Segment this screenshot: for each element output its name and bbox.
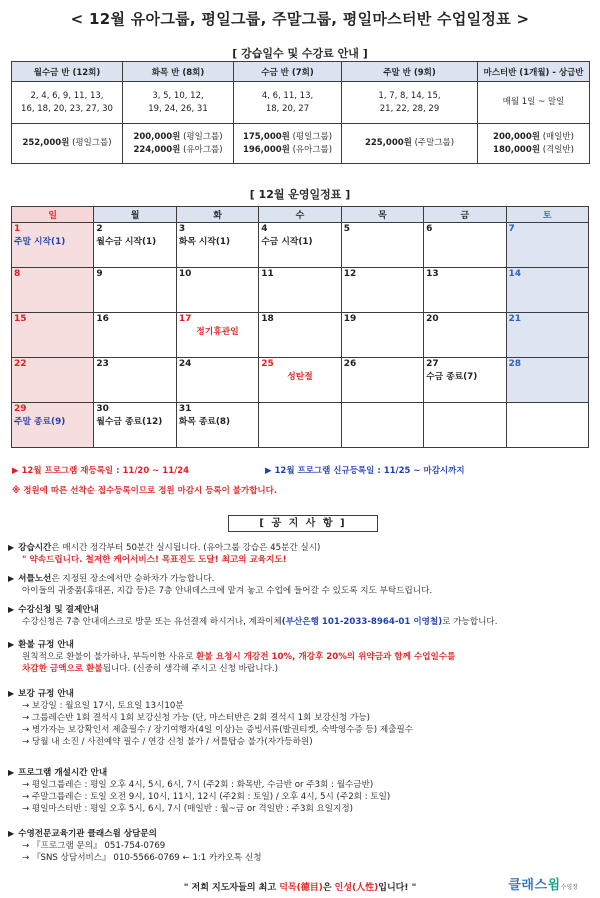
weekday-header: 화 [176,207,258,223]
notice-class-time [8,542,593,566]
contact-line: → 『SNS 상담서비스』 010-5566-0769 ← 1:1 카카오톡 신청 [22,853,262,863]
fee-header: 월수금 반 (12회) [12,62,123,82]
fee-price-cell [123,124,234,164]
calendar-day [176,268,258,313]
calendar-day [12,313,94,358]
new-registration [265,464,465,476]
re-registration-label: ▶ 12월 프로그램 재등록일 : [12,466,120,476]
class-time-heading: ▶ 강습시간 [8,543,51,553]
apply-tail: 로 가능합니다. [442,617,498,627]
day-event: 월수금 종료(12) [96,417,163,427]
schedule-heading: ▶ 프로그램 개설시간 안내 [8,767,593,779]
refund-text: 원칙적으로 환불이 불가하나, 부득이한 사유로 [22,652,194,662]
day-event: 주말 종료(9) [14,417,66,427]
new-registration-dates: 11/25 ~ 마감시까지 [383,466,465,476]
weekday-header: 일 [12,207,94,223]
calendar-day [506,313,588,358]
calendar-day [424,223,506,268]
day-number: 20 [426,314,439,324]
fee-days-cell: 3, 5, 10, 12, 19, 24, 26, 31 [123,82,234,124]
price-amount: 225,000원 [364,138,412,148]
day-number: 19 [343,314,357,324]
notice-title: [ 공 지 사 항 ] [228,515,378,532]
weekday-header: 금 [424,207,506,223]
notice-schedule [8,767,593,815]
fee-days-cell: 매월 1일 ~ 말일 [478,82,590,124]
price-amount: 200,000원 [133,131,181,142]
notice-refund [8,639,593,675]
calendar-day [176,358,258,403]
calendar-day [94,313,176,358]
day-event: 월수금 시작(1) [96,237,157,247]
footer-pre: " 저희 지도자들의 최고 [183,883,277,893]
fee-header: 화목 반 (8회) [123,62,234,82]
logo-sub: 수영장 [560,884,578,891]
calendar-day [12,223,94,268]
calendar-day [424,358,506,403]
notice-contact [8,828,593,864]
notice-apply [8,604,593,628]
registration-warning: ※ 정원에 따른 선착순 접수등록이므로 정원 마감시 등록이 불가합니다. [12,486,278,496]
refund-penalty: 환불 요청시 개강전 10%, 개강후 20%의 위약금과 함께 수업일수를 [196,652,456,662]
logo-main: 클래스 [508,878,548,893]
day-number: 17 [178,314,192,324]
calendar-day [341,223,423,268]
day-number: 24 [178,359,192,369]
schedule-line: → 평일마스터반 : 평일 오후 5시, 6시, 7시 (매일반 : 월~금 or 격일반 : 주3회 요일지정) [22,804,354,814]
day-number: 7 [508,224,515,234]
schedule-line: → 평일그룹레슨 : 평일 오후 4시, 5시, 6시, 7시 (주2회 : 화목반, 수금반 or 주3회 : 월수금반) [22,780,374,790]
price-amount: 200,000원 [493,131,540,142]
price-note: (평일그룹) [72,138,112,148]
price-note: (유아그룹) [292,144,333,155]
calendar-day [12,403,94,448]
price-note: (평일그룹) [183,131,223,142]
day-number: 25 [261,359,274,369]
calendar-day [424,313,506,358]
day-number: 5 [343,224,350,234]
brand-logo [508,874,578,893]
day-event: 수금 종료(7) [426,372,478,382]
day-number: 2 [96,224,103,234]
day-number: 1 [14,224,21,234]
fee-price-cell [12,124,123,164]
weekday-header: 월 [94,207,176,223]
fee-price-cell [342,124,478,164]
calendar-day [259,268,341,313]
day-number: 21 [508,314,522,324]
calendar-day [506,358,588,403]
calendar-day [176,223,258,268]
fee-price-cell [478,124,590,164]
notice-shuttle [8,573,593,597]
calendar-day [94,358,176,403]
day-event: 성탄절 [287,372,313,382]
shuttle-heading: ▶ 셔틀노선 [8,574,51,584]
logo-accent: 윔 [547,878,561,893]
day-number: 10 [178,269,192,279]
day-number: 3 [178,224,186,234]
day-number: 30 [96,404,109,414]
day-number: 31 [178,404,192,414]
day-number: 15 [14,314,27,324]
day-number: 8 [14,269,21,279]
fee-section-title: [ 강습일수 및 수강료 안내 ] [232,47,368,60]
calendar-day [12,358,94,403]
calendar-table [11,206,589,448]
calendar-day [424,268,506,313]
weekday-header: 목 [341,207,423,223]
day-number: 29 [14,404,27,414]
calendar-day [259,403,341,448]
price-note: (주말그룹) [414,138,455,148]
day-number: 11 [261,269,274,279]
shuttle-text-2: 아이들의 귀중품(휴대폰, 지갑 등)은 7층 안내데스크에 맡겨 놓고 수업에 들어갈 수 있도록 지도 부탁드립니다. [22,586,433,596]
day-number: 13 [426,269,439,279]
price-note: (격일반) [542,144,574,155]
notice-makeup [8,688,593,748]
day-number: 12 [343,269,357,279]
apply-text: 수강신청은 7층 안내데스크로 방문 또는 유선결제 하시거나, 계좌이체 [22,617,282,627]
footer-mid: 은 [322,883,332,893]
calendar-day [424,403,506,448]
fee-days-cell: 2, 4, 6, 9, 11, 13, 16, 18, 20, 23, 27, 30 [12,82,123,124]
day-number: 14 [508,269,522,279]
footer-virtue: 덕목(德目) [279,883,323,893]
calendar-day [341,358,423,403]
day-event: 정기휴관일 [196,327,239,337]
day-number: 22 [14,359,27,369]
fee-table [11,61,590,164]
fee-price-cell [234,124,342,164]
calendar-day [259,313,341,358]
refund-tail: 됩니다. (신중히 생각해 주시고 신청 바랍니다.) [102,664,278,674]
day-event: 수금 시작(1) [261,237,313,247]
calendar-day [341,313,423,358]
weekday-header: 토 [506,207,588,223]
calendar-day [94,268,176,313]
day-event: 주말 시작(1) [14,237,66,247]
price-note: (평일그룹) [292,131,333,142]
page-title: < 12월 유아그룹, 평일그룹, 주말그룹, 평일마스터반 수업일정표 > [70,10,530,28]
makeup-line: → 당월 내 소진 / 사전예약 필수 / 연강 신청 불가 / 셔틀탑승 불가(자가등하원) [22,737,313,747]
contact-heading: ▶ 수영전문교육기관 클래스윔 상담문의 [8,828,593,840]
day-number: 26 [343,359,357,369]
schedule-line: → 주말그룹레슨 : 토일 오전 9시, 10시, 11시, 12시 (주2회 : 토일) / 오후 4시, 5시 (주2회 : 토일) [22,792,391,802]
fee-days-cell: 1, 7, 8, 14, 15, 21, 22, 28, 29 [342,82,478,124]
calendar-day [506,223,588,268]
makeup-heading: ▶ 보강 규정 안내 [8,688,593,700]
bank-account: (부산은행 101-2033-8964-01 이영철) [281,617,443,627]
day-number: 23 [96,359,109,369]
price-amount: 180,000원 [493,144,540,155]
day-number: 27 [426,359,439,369]
calendar-day [94,403,176,448]
price-note: (유아그룹) [183,144,223,155]
class-time-text: 은 매시간 정각부터 50분간 실시됩니다. (유아그룹 강습은 45분간 실시) [51,543,321,553]
calendar-day [94,223,176,268]
calendar-day [12,268,94,313]
contact-line: → 『프로그램 문의』 051-754-0769 [22,841,166,851]
refund-penalty-2: 차감한 금액으로 환불 [22,664,103,674]
price-amount: 175,000원 [242,131,290,142]
makeup-line: → 병가자는 보강확인서 제출필수 / 장기여행자(4일 이상)는 증빙서류(발권티켓, 숙박영수증 등) 제출필수 [22,725,414,735]
day-number: 28 [508,359,522,369]
day-number: 9 [96,269,103,279]
shuttle-text: 은 지정된 장소에서만 승하차가 가능합니다. [51,574,215,584]
re-registration [12,464,189,476]
calendar-day [259,223,341,268]
footer-humanity: 인성(人性) [334,883,379,893]
day-number: 6 [426,224,433,234]
day-event: 화목 종료(8) [178,417,231,427]
fee-header: 수금 반 (7회) [234,62,342,82]
class-time-slogan: " 약속드립니다. 철저한 케어서비스! 목표진도 도달! 최고의 교육지도! [22,555,287,565]
new-registration-label: ▶ 12월 프로그램 신규등록일 : [265,466,381,476]
calendar-section-title: [ 12월 운영일정표 ] [249,188,351,201]
calendar-day [259,358,341,403]
weekday-header: 수 [259,207,341,223]
fee-header: 마스터반 (1개월) - 상급반 [478,62,590,82]
price-amount: 224,000원 [133,144,181,155]
price-amount: 196,000원 [242,144,290,155]
calendar-day [341,403,423,448]
footer-post: 입니다! " [378,883,417,893]
calendar-day [176,403,258,448]
price-amount: 252,000원 [22,138,70,148]
calendar-day [506,403,588,448]
calendar-day [341,268,423,313]
refund-heading: ▶ 환불 규정 안내 [8,639,593,651]
makeup-line: → 보강일 : 월요일 17시, 토요일 13시10분 [22,701,184,711]
makeup-line: → 그룹레슨반 1회 결석시 1회 보강신청 가능 (단, 마스터반은 2회 결석시 1회 보강신청 가능) [22,713,370,723]
re-registration-dates: 11/20 ~ 11/24 [122,466,190,476]
day-number: 16 [96,314,109,324]
day-number: 18 [261,314,274,324]
day-event: 화목 시작(1) [178,237,231,247]
apply-heading: ▶ 수강신청 및 결제안내 [8,604,593,616]
calendar-day [176,313,258,358]
price-note: (매일반) [542,131,574,142]
fee-days-cell: 4, 6, 11, 13, 18, 20, 27 [234,82,342,124]
calendar-day [506,268,588,313]
fee-header: 주말 반 (9회) [342,62,478,82]
day-number: 4 [261,224,268,234]
